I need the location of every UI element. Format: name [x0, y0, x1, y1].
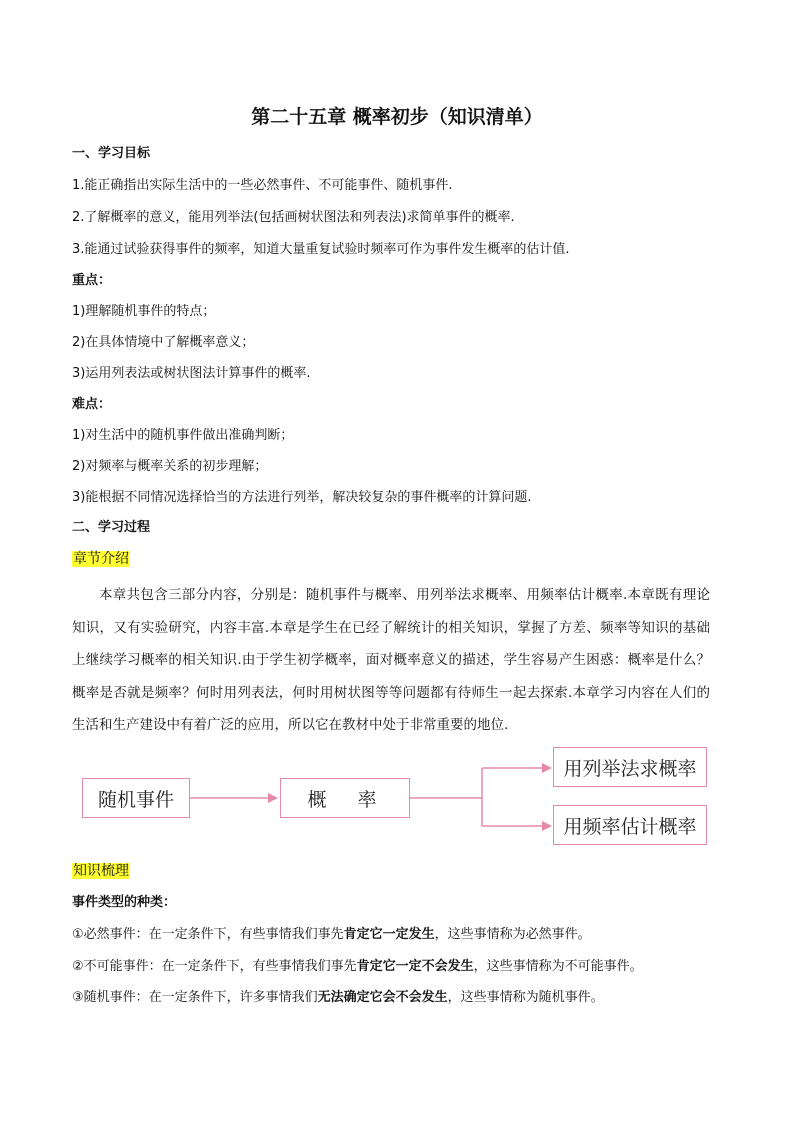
- goal-item-1: 1.能正确指出实际生活中的一些必然事件、不可能事件、随机事件.: [72, 178, 453, 193]
- arrowhead-2: [542, 763, 552, 773]
- type-item-emphasis: 无法确定它会不会发生: [317, 990, 448, 1005]
- knowledge-label-text: 知识梳理: [73, 863, 129, 879]
- intro-paragraph: 本章共包含三部分内容，分别是：随机事件与概率、用列举法求概率、用频率估计概率.本章既有理论知识，又有实验研究，内容丰富.本章是学生在已经了解统计的相关知识，掌握了方差、频率等知识的基础上继续学习概率的相关知识.由于学生初学概率，面对概率意义的描述，学生容易产生困惑：概率是什么？概率是否就是频率？何时用列表法，何时用树状图等等问题都有待师生一起去探索.本章学习内容在人们的生活和生产建设中有着广泛的应用，所以它在教材中处于非常重要的地位.: [72, 587, 710, 733]
- difficult-heading: 难点：: [72, 397, 112, 412]
- intro-label-text: 章节介绍: [73, 551, 129, 567]
- type-item-text: ，这些事情称为必然事件。: [434, 927, 591, 942]
- type-item-impossible: [72, 957, 643, 977]
- type-item-emphasis: 肯定它一定不会发生: [356, 959, 474, 974]
- goal-item-2: 2.了解概率的意义，能用列举法(包括画树状图法和列表法)求简单事件的概率.: [72, 210, 515, 225]
- type-item-text: ，这些事情称为随机事件。: [447, 990, 604, 1005]
- difficult-item-2: 2)对频率与概率关系的初步理解；: [72, 459, 268, 474]
- key-item-1: 1)理解随机事件的特点；: [72, 304, 216, 319]
- arrowhead-3: [542, 821, 552, 831]
- intro-label: [72, 549, 130, 569]
- types-heading: 事件类型的种类：: [72, 895, 177, 910]
- arrowhead-1: [268, 793, 278, 803]
- diagram-box-random-event: 随机事件: [82, 778, 190, 818]
- type-item-certain: [72, 925, 591, 945]
- type-item-text: ②不可能事件：在一定条件下，有些事情我们事先: [72, 959, 357, 974]
- goals-heading: 一、学习目标: [72, 146, 151, 161]
- process-heading: 二、学习过程: [72, 520, 151, 535]
- goal-item-3: 3.能通过试验获得事件的频率，知道大量重复试验时频率可作为事件发生概率的估计值.: [72, 242, 570, 257]
- type-item-text: ①必然事件：在一定条件下，有些事情我们事先: [72, 927, 344, 942]
- page-title: 第二十五章 概率初步（知识清单）: [251, 106, 543, 128]
- knowledge-label: [72, 861, 130, 881]
- key-heading: 重点：: [72, 273, 112, 288]
- type-item-emphasis: 肯定它一定发生: [343, 927, 435, 942]
- difficult-item-1: 1)对生活中的随机事件做出准确判断；: [72, 428, 294, 443]
- type-item-text: ③随机事件：在一定条件下，许多事情我们: [72, 990, 318, 1005]
- key-item-3: 3)运用列表法或树状图法计算事件的概率.: [72, 366, 311, 381]
- diagram-box-enumeration: 用列举法求概率: [553, 747, 707, 787]
- difficult-item-3: 3)能根据不同情况选择恰当的方法进行列举，解决较复杂的事件概率的计算问题.: [72, 490, 532, 505]
- diagram-box-probability: 概 率: [280, 778, 410, 818]
- key-item-2: 2)在具体情境中了解概率意义；: [72, 335, 255, 350]
- type-item-random: [72, 988, 604, 1008]
- diagram-box-frequency: 用频率估计概率: [553, 805, 707, 845]
- type-item-text: ，这些事情称为不可能事件。: [473, 959, 643, 974]
